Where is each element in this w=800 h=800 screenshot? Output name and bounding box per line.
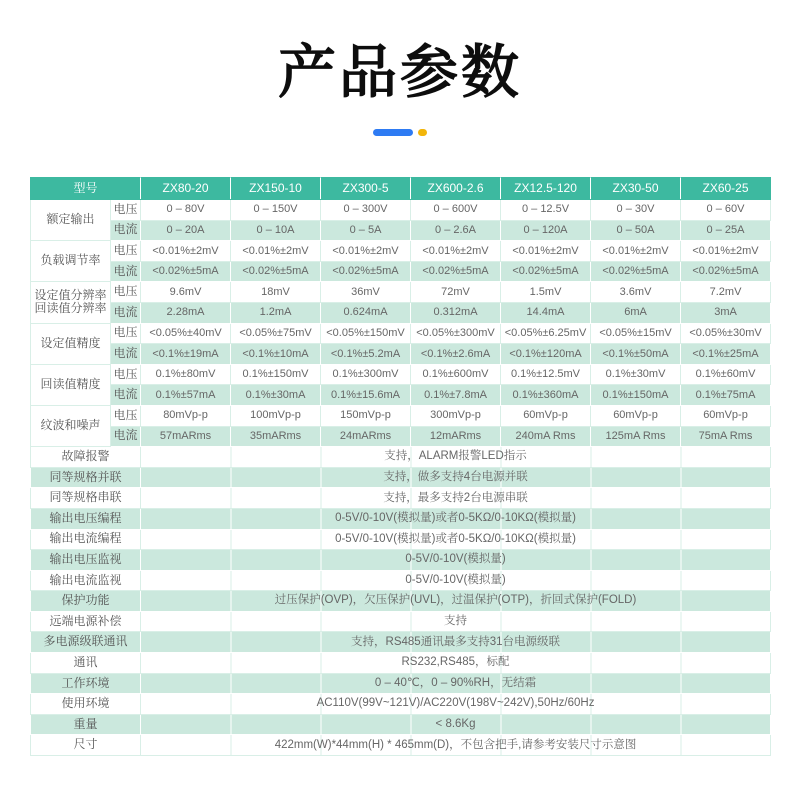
single-row-value: 支持，ALARM报警LED指示 — [141, 447, 771, 468]
spec-group-label — [31, 364, 111, 405]
value-cell: <0.1%±25mA — [681, 344, 771, 365]
spec-group-label-line: 回读值分辨率 — [34, 301, 107, 316]
value-cell: <0.01%±2mV — [231, 241, 321, 262]
single-row-value: 0-5V/0-10V(模拟量) — [141, 570, 771, 591]
model-header-cell: ZX150-10 — [231, 178, 321, 200]
page-title: 产品参数 — [277, 40, 522, 105]
value-cell: 240mA Rms — [501, 426, 591, 447]
value-cell: <0.1%±10mA — [231, 344, 321, 365]
spec-group-label — [31, 241, 111, 282]
spec-row — [31, 673, 771, 694]
single-row-label: 同等规格并联 — [31, 467, 141, 488]
single-row-value: 0-5V/0-10V(模拟量)或者0-5KΩ/0-10KΩ(模拟量) — [141, 529, 771, 550]
value-cell: 1.5mV — [501, 282, 591, 303]
spec-row — [31, 570, 771, 591]
value-cell: 1.2mA — [231, 302, 321, 323]
product-spec-table-wrap — [30, 177, 770, 756]
single-row-value: 支持，做多支持4台电源并联 — [141, 467, 771, 488]
value-cell: 0 – 30V — [591, 200, 681, 221]
spec-row — [31, 735, 771, 756]
value-cell: <0.01%±2mV — [591, 241, 681, 262]
value-cell: 150mVp-p — [321, 405, 411, 426]
spec-sub-label: 电流 — [111, 344, 141, 365]
spec-row — [31, 611, 771, 632]
spec-sub-label: 电流 — [111, 385, 141, 406]
value-cell: 125mA Rms — [591, 426, 681, 447]
model-header-cell: ZX30-50 — [591, 178, 681, 200]
spec-group-label — [31, 200, 111, 241]
value-cell: 80mVp-p — [141, 405, 231, 426]
value-cell: 9.6mV — [141, 282, 231, 303]
value-cell: 36mV — [321, 282, 411, 303]
spec-group-label-line: 纹波和噪声 — [40, 418, 101, 433]
model-header-cell: ZX300-5 — [321, 178, 411, 200]
value-cell: 0.1%±150mV — [231, 364, 321, 385]
value-cell: <0.02%±5mA — [501, 261, 591, 282]
single-row-value: 支持，最多支持2台电源串联 — [141, 488, 771, 509]
spec-row — [31, 241, 771, 262]
value-cell: 60mVp-p — [681, 405, 771, 426]
value-cell: 0.1%±30mA — [231, 385, 321, 406]
value-cell: 0 – 25A — [681, 220, 771, 241]
value-cell: <0.02%±5mA — [231, 261, 321, 282]
single-row-value: AC110V(99V~121V)/AC220V(198V~242V),50Hz/60Hz — [141, 694, 771, 715]
value-cell: 0.312mA — [411, 302, 501, 323]
single-row-label: 远端电源补偿 — [31, 611, 141, 632]
value-cell: 100mVp-p — [231, 405, 321, 426]
single-row-value: RS232,RS485，标配 — [141, 653, 771, 674]
title-accent-underline — [0, 129, 800, 136]
spec-group-label-line: 设定值分辨率 — [34, 287, 107, 302]
spec-row — [31, 220, 771, 241]
spec-row — [31, 550, 771, 571]
single-row-value: 0-5V/0-10V(模拟量) — [141, 550, 771, 571]
spec-sub-label: 电压 — [111, 364, 141, 385]
model-header-label-cell: 型号 — [31, 178, 141, 200]
spec-row — [31, 344, 771, 365]
spec-row — [31, 323, 771, 344]
value-cell: <0.05%±15mV — [591, 323, 681, 344]
spec-row — [31, 467, 771, 488]
value-cell: 60mVp-p — [501, 405, 591, 426]
value-cell: 0.1%±80mV — [141, 364, 231, 385]
value-cell: 0 – 600V — [411, 200, 501, 221]
value-cell: 0 – 5A — [321, 220, 411, 241]
value-cell: 0 – 150V — [231, 200, 321, 221]
accent-blue-bar — [373, 129, 413, 136]
value-cell: 60mVp-p — [591, 405, 681, 426]
value-cell: 0.1%±300mV — [321, 364, 411, 385]
value-cell: <0.1%±50mA — [591, 344, 681, 365]
single-row-label: 尺寸 — [31, 735, 141, 756]
value-cell: 14.4mA — [501, 302, 591, 323]
value-cell: <0.02%±5mA — [141, 261, 231, 282]
spec-row — [31, 714, 771, 735]
value-cell: 300mVp-p — [411, 405, 501, 426]
single-row-label: 保护功能 — [31, 591, 141, 612]
spec-row — [31, 632, 771, 653]
value-cell: <0.05%±75mV — [231, 323, 321, 344]
value-cell: 0 – 12.5V — [501, 200, 591, 221]
value-cell: <0.02%±5mA — [681, 261, 771, 282]
value-cell: 0 – 20A — [141, 220, 231, 241]
value-cell: <0.05%±30mV — [681, 323, 771, 344]
spec-sub-label: 电流 — [111, 302, 141, 323]
single-row-label: 通讯 — [31, 653, 141, 674]
spec-row — [31, 591, 771, 612]
value-cell: 0 – 300V — [321, 200, 411, 221]
value-cell: 0.1%±57mA — [141, 385, 231, 406]
value-cell: <0.1%±2.6mA — [411, 344, 501, 365]
single-row-label: 重量 — [31, 714, 141, 735]
single-row-label: 同等规格串联 — [31, 488, 141, 509]
model-header-cell: ZX12.5-120 — [501, 178, 591, 200]
single-row-label: 工作环境 — [31, 673, 141, 694]
product-spec-table — [30, 177, 771, 756]
value-cell: 7.2mV — [681, 282, 771, 303]
model-header-row — [31, 178, 771, 200]
single-row-label: 故障报警 — [31, 447, 141, 468]
value-cell: <0.05%±150mV — [321, 323, 411, 344]
spec-sub-label: 电流 — [111, 220, 141, 241]
value-cell: 0 – 10A — [231, 220, 321, 241]
value-cell: 0.624mA — [321, 302, 411, 323]
value-cell: 0.1%±60mV — [681, 364, 771, 385]
value-cell: 72mV — [411, 282, 501, 303]
accent-yellow-bar — [418, 129, 427, 136]
spec-row — [31, 282, 771, 303]
value-cell: 0.1%±12.5mV — [501, 364, 591, 385]
single-row-label: 输出电压编程 — [31, 508, 141, 529]
single-row-value: 支持，RS485通讯最多支持31台电源级联 — [141, 632, 771, 653]
value-cell: 0.1%±360mA — [501, 385, 591, 406]
value-cell: 24mARms — [321, 426, 411, 447]
spec-group-label — [31, 405, 111, 446]
spec-row — [31, 653, 771, 674]
value-cell: 0 – 60V — [681, 200, 771, 221]
spec-sub-label: 电压 — [111, 323, 141, 344]
spec-row — [31, 364, 771, 385]
spec-row — [31, 426, 771, 447]
value-cell: <0.01%±2mV — [411, 241, 501, 262]
spec-row — [31, 405, 771, 426]
value-cell: 75mA Rms — [681, 426, 771, 447]
single-row-label: 输出电流监视 — [31, 570, 141, 591]
value-cell: <0.01%±2mV — [141, 241, 231, 262]
value-cell: <0.05%±40mV — [141, 323, 231, 344]
value-cell: 2.28mA — [141, 302, 231, 323]
single-row-value: < 8.6Kg — [141, 714, 771, 735]
spec-sub-label: 电压 — [111, 200, 141, 221]
spec-sub-label: 电流 — [111, 426, 141, 447]
spec-table-body — [31, 178, 771, 756]
single-row-value: 过压保护(OVP)，欠压保护(UVL)，过温保护(OTP)，折回式保护(FOLD) — [141, 591, 771, 612]
spec-group-label-line: 设定值精度 — [40, 335, 101, 350]
spec-sub-label: 电压 — [111, 405, 141, 426]
single-row-label: 使用环境 — [31, 694, 141, 715]
value-cell: 0 – 2.6A — [411, 220, 501, 241]
value-cell: <0.01%±2mV — [681, 241, 771, 262]
single-row-label: 输出电压监视 — [31, 550, 141, 571]
value-cell: 0 – 50A — [591, 220, 681, 241]
spec-row — [31, 385, 771, 406]
single-row-value: 422mm(W)*44mm(H) * 465mm(D)，不包含把手,请参考安装尺寸示意图 — [141, 735, 771, 756]
value-cell: 0.1%±75mA — [681, 385, 771, 406]
spec-group-label-line: 额定输出 — [46, 212, 95, 227]
value-cell: 3mA — [681, 302, 771, 323]
single-row-label: 多电源级联通讯 — [31, 632, 141, 653]
spec-group-label-line: 回读值精度 — [40, 376, 101, 391]
value-cell: <0.02%±5mA — [411, 261, 501, 282]
single-row-label: 输出电流编程 — [31, 529, 141, 550]
value-cell: <0.01%±2mV — [501, 241, 591, 262]
value-cell: 0.1%±7.8mA — [411, 385, 501, 406]
single-row-value: 0-5V/0-10V(模拟量)或者0-5KΩ/0-10KΩ(模拟量) — [141, 508, 771, 529]
value-cell: 0.1%±15.6mA — [321, 385, 411, 406]
spec-row — [31, 694, 771, 715]
spec-row — [31, 508, 771, 529]
spec-group-label — [31, 282, 111, 323]
value-cell: 12mARms — [411, 426, 501, 447]
value-cell: 6mA — [591, 302, 681, 323]
spec-sub-label: 电流 — [111, 261, 141, 282]
model-header-cell: ZX80-20 — [141, 178, 231, 200]
spec-row — [31, 488, 771, 509]
value-cell: 0.1%±600mV — [411, 364, 501, 385]
value-cell: 0 – 120A — [501, 220, 591, 241]
value-cell: 18mV — [231, 282, 321, 303]
spec-row — [31, 302, 771, 323]
value-cell: <0.02%±5mA — [591, 261, 681, 282]
value-cell: <0.01%±2mV — [321, 241, 411, 262]
value-cell: <0.1%±19mA — [141, 344, 231, 365]
spec-row — [31, 261, 771, 282]
value-cell: <0.05%±300mV — [411, 323, 501, 344]
spec-row — [31, 447, 771, 468]
value-cell: <0.05%±6.25mV — [501, 323, 591, 344]
value-cell: 35mARms — [231, 426, 321, 447]
value-cell: 0 – 80V — [141, 200, 231, 221]
spec-row — [31, 200, 771, 221]
value-cell: <0.1%±120mA — [501, 344, 591, 365]
value-cell: 0.1%±150mA — [591, 385, 681, 406]
model-header-cell: ZX60-25 — [681, 178, 771, 200]
value-cell: 3.6mV — [591, 282, 681, 303]
value-cell: <0.1%±5.2mA — [321, 344, 411, 365]
value-cell: <0.02%±5mA — [321, 261, 411, 282]
spec-row — [31, 529, 771, 550]
single-row-value: 支持 — [141, 611, 771, 632]
spec-group-label — [31, 323, 111, 364]
spec-sub-label: 电压 — [111, 282, 141, 303]
value-cell: 57mARms — [141, 426, 231, 447]
value-cell: 0.1%±30mV — [591, 364, 681, 385]
single-row-value: 0 – 40℃，0 – 90%RH，无结霜 — [141, 673, 771, 694]
model-header-cell: ZX600-2.6 — [411, 178, 501, 200]
spec-sub-label: 电压 — [111, 241, 141, 262]
spec-group-label-line: 负载调节率 — [40, 253, 101, 268]
